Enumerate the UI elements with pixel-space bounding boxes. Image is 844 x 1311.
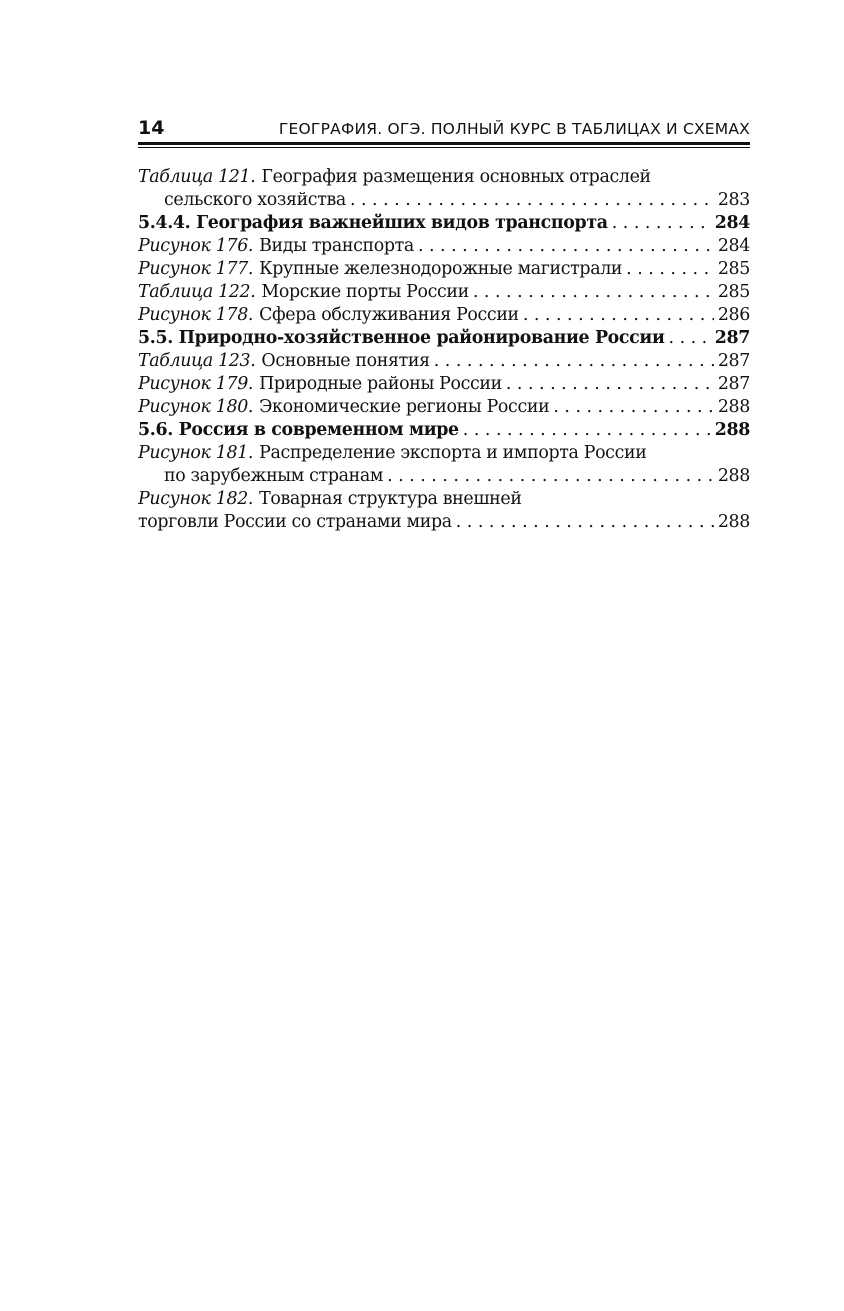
toc-entry-page: 284 xyxy=(717,236,750,256)
toc-entry-line xyxy=(138,442,750,465)
toc-entry-title: Сфера обслуживания России xyxy=(259,305,519,325)
toc-entry xyxy=(138,442,750,488)
toc-entry-page: 283 xyxy=(717,190,750,210)
toc-entry-line xyxy=(138,212,750,235)
dot-leader xyxy=(350,189,714,212)
toc-entry-page: 288 xyxy=(717,466,750,486)
dot-leader xyxy=(434,350,714,373)
toc-entry-title-continuation: торговли России со странами мира xyxy=(138,512,452,532)
toc-entry-title: 5.6. Россия в современном мире xyxy=(138,420,459,440)
header-rule-thin xyxy=(138,147,750,148)
dot-leader xyxy=(418,235,714,258)
toc-entry-label: Таблица 123. xyxy=(138,351,256,371)
table-of-contents xyxy=(138,166,750,534)
toc-entry-line xyxy=(138,189,750,212)
toc-entry-label: Рисунок 182. xyxy=(138,489,254,509)
toc-entry-page: 288 xyxy=(714,420,750,440)
toc-entry-page: 287 xyxy=(717,374,750,394)
toc-entry-line xyxy=(138,327,750,350)
toc-entry-page: 285 xyxy=(717,259,750,279)
toc-entry-title-continuation: по зарубежным странам xyxy=(164,466,384,486)
toc-entry-title-continuation: сельского хозяйства xyxy=(164,190,346,210)
dot-leader xyxy=(456,511,714,534)
dot-leader xyxy=(553,396,714,419)
toc-entry-label: Рисунок 181. xyxy=(138,443,254,463)
toc-entry-label: Таблица 122. xyxy=(138,282,256,302)
toc-entry-title: География размещения основных отраслей xyxy=(261,167,651,187)
page-header xyxy=(138,115,750,141)
toc-entry-line xyxy=(138,166,750,189)
toc-entry xyxy=(138,373,750,396)
toc-entry-line xyxy=(138,465,750,488)
toc-entry-label: Рисунок 179. xyxy=(138,374,254,394)
toc-entry-page: 284 xyxy=(714,213,750,233)
dot-leader xyxy=(463,419,711,442)
toc-entry xyxy=(138,281,750,304)
toc-entry-page: 287 xyxy=(714,328,750,348)
toc-entry-title: Виды транспорта xyxy=(259,236,414,256)
toc-entry xyxy=(138,258,750,281)
dot-leader xyxy=(473,281,714,304)
toc-entry-line xyxy=(138,235,750,258)
toc-entry-line xyxy=(138,304,750,327)
toc-entry xyxy=(138,327,750,350)
toc-entry-line xyxy=(138,511,750,534)
toc-entry xyxy=(138,396,750,419)
toc-entry xyxy=(138,419,750,442)
toc-entry-label: Таблица 121. xyxy=(138,167,256,187)
toc-entry-title: Основные понятия xyxy=(261,351,430,371)
toc-entry xyxy=(138,235,750,258)
dot-leader xyxy=(387,465,714,488)
dot-leader xyxy=(626,258,714,281)
header-rule-thick xyxy=(138,142,750,145)
running-title: ГЕОГРАФИЯ. ОГЭ. ПОЛНЫЙ КУРС В ТАБЛИЦАХ И СХЕМАХ xyxy=(278,120,750,138)
dot-leader xyxy=(523,304,714,327)
toc-entry-title: Распределение экспорта и импорта России xyxy=(259,443,647,463)
toc-entry-line xyxy=(138,419,750,442)
toc-entry-title: Экономические регионы России xyxy=(259,397,550,417)
toc-entry-line xyxy=(138,488,750,511)
toc-entry-page: 286 xyxy=(717,305,750,325)
dot-leader xyxy=(506,373,714,396)
toc-entry xyxy=(138,304,750,327)
toc-entry xyxy=(138,350,750,373)
toc-entry xyxy=(138,488,750,534)
toc-entry-line xyxy=(138,281,750,304)
toc-entry-page: 288 xyxy=(717,512,750,532)
toc-entry-title: Товарная структура внешней xyxy=(259,489,522,509)
toc-entry-line xyxy=(138,373,750,396)
toc-entry-page: 285 xyxy=(717,282,750,302)
toc-entry-title: Крупные железнодорожные магистрали xyxy=(259,259,623,279)
toc-entry xyxy=(138,212,750,235)
toc-entry-page: 287 xyxy=(717,351,750,371)
toc-entry-line xyxy=(138,396,750,419)
toc-entry-line xyxy=(138,350,750,373)
toc-entry-page: 288 xyxy=(717,397,750,417)
toc-entry-title: 5.4.4. География важнейших видов транспорта xyxy=(138,213,608,233)
toc-entry-line xyxy=(138,258,750,281)
toc-entry-label: Рисунок 176. xyxy=(138,236,254,256)
page-number: 14 xyxy=(138,117,165,139)
toc-entry-label: Рисунок 178. xyxy=(138,305,254,325)
dot-leader xyxy=(669,327,711,350)
toc-entry-label: Рисунок 177. xyxy=(138,259,254,279)
toc-entry xyxy=(138,166,750,212)
toc-entry-title: Морские порты России xyxy=(261,282,469,302)
toc-entry-label: Рисунок 180. xyxy=(138,397,254,417)
dot-leader xyxy=(612,212,711,235)
toc-entry-title: Природные районы России xyxy=(259,374,502,394)
toc-entry-title: 5.5. Природно-хозяйственное районирование России xyxy=(138,328,665,348)
